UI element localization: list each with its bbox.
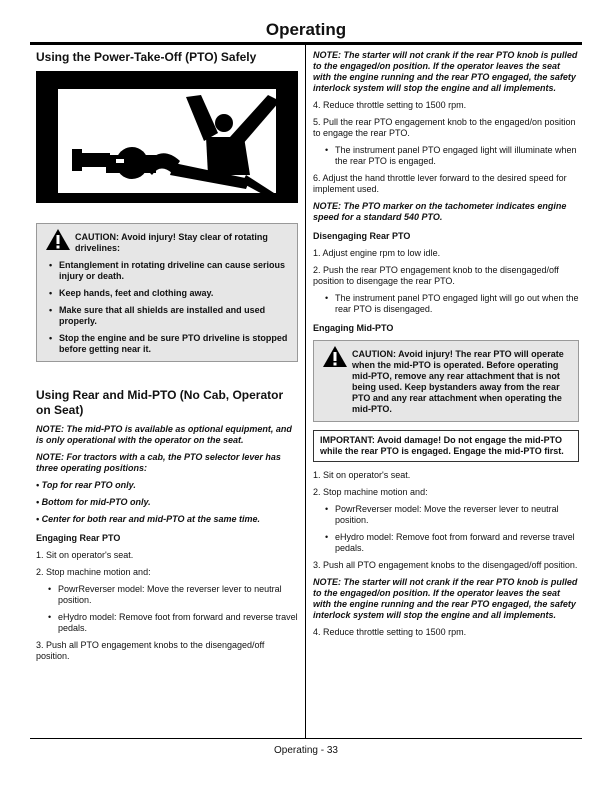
column-divider xyxy=(305,45,306,738)
position-center: • Center for both rear and mid-PTO at the same time. xyxy=(36,514,261,524)
mid-step-2-bullet: • PowrReverser model: Move the reverser lever to neutral position. xyxy=(313,504,579,526)
entanglement-icon xyxy=(36,71,298,203)
section-title-rear-mid-pto: Using Rear and Mid-PTO (No Cab, Operator on Seat) xyxy=(36,388,284,417)
position-bottom: • Bottom for mid-PTO only. xyxy=(36,497,151,507)
disengage-step-1: 1. Adjust engine rpm to low idle. xyxy=(313,248,441,258)
step-6: 6. Adjust the hand throttle lever forward to the desired speed for implement used. xyxy=(313,173,567,194)
footer-rule xyxy=(30,738,582,739)
caution-text: CAUTION: Avoid injury! The rear PTO will operate when the mid-PTO is operated. Before operating mid-PTO, remove any rear attachment that is not being used. Keep bystanders away from the rear PTO and any rear attachment when operating the mid-PTO. xyxy=(352,349,564,414)
caution-box-mid-pto xyxy=(313,340,579,422)
disengage-step-2: 2. Push the rear PTO engagement knob to the disengaged/off position to disengage the rear PTO. xyxy=(313,265,559,286)
caution-box-drivelines xyxy=(36,223,298,362)
mid-step-4: 4. Reduce throttle setting to 1500 rpm. xyxy=(313,627,467,637)
caution-heading xyxy=(45,232,289,254)
note-starter-2: NOTE: The starter will not crank if the rear PTO knob is pulled to the engaged/on position. If the operator leaves the seat with the engine running and the rear PTO engaged, the safety interlock system will stop the engine and all implements. xyxy=(313,577,578,620)
left-column xyxy=(36,50,298,668)
subheading-engaging-mid: Engaging Mid-PTO xyxy=(313,323,394,333)
step-2-bullet: • eHydro model: Remove foot from forward and reverse travel pedals. xyxy=(36,612,298,634)
disengage-step-2-bullet: • The instrument panel PTO engaged light will go out when the rear PTO is disengaged. xyxy=(313,293,579,315)
page-title: Operating xyxy=(265,20,347,39)
mid-step-1: 1. Sit on operator's seat. xyxy=(313,470,411,480)
step-5-bullet: • The instrument panel PTO engaged light will illuminate when the rear PTO is engaged. xyxy=(313,145,579,167)
step-4: 4. Reduce throttle setting to 1500 rpm. xyxy=(313,100,467,110)
caution-text: CAUTION: Avoid injury! Stay clear of rotating drivelines: xyxy=(75,232,268,253)
note-pto-marker: NOTE: The PTO marker on the tachometer indicates engine speed for a standard 540 PTO. xyxy=(313,201,567,222)
step-1: 1. Sit on operator's seat. xyxy=(36,550,134,560)
step-5: 5. Pull the rear PTO engagement knob to the engaged/on position to engage the rear PTO. xyxy=(313,117,576,138)
pto-entanglement-illustration xyxy=(36,71,298,203)
caution-bullet: • Entanglement in rotating driveline can cause serious injury or death. xyxy=(45,260,289,282)
warning-triangle-icon xyxy=(45,228,71,251)
mid-step-2-bullet: • eHydro model: Remove foot from forward and reverse travel pedals. xyxy=(313,532,579,554)
header-rule xyxy=(30,42,582,45)
important-box: IMPORTANT: Avoid damage! Do not engage the mid-PTO while the rear PTO is engaged. Engage the mid-PTO first. xyxy=(313,430,579,462)
caution-bullet: • Keep hands, feet and clothing away. xyxy=(45,288,289,299)
mid-step-2: 2. Stop machine motion and: xyxy=(313,487,428,497)
step-2: 2. Stop machine motion and: xyxy=(36,567,151,577)
note-mid-pto: NOTE: The mid-PTO is available as optional equipment, and is only operational with the operator on the seat. xyxy=(36,424,292,445)
section-title-pto-safely: Using the Power-Take-Off (PTO) Safely xyxy=(36,50,257,64)
page-footer: Operating - 33 xyxy=(274,745,338,756)
step-3: 3. Push all PTO engagement knobs to the disengaged/off position. xyxy=(36,640,265,661)
warning-triangle-icon xyxy=(322,345,348,368)
right-column xyxy=(313,50,579,644)
subheading-engaging-rear: Engaging Rear PTO xyxy=(36,533,121,543)
caution-heading xyxy=(322,349,570,415)
caution-bullet: • Stop the engine and be sure PTO driveline is stopped before getting near it. xyxy=(45,333,289,355)
caution-bullet: • Make sure that all shields are installed and used properly. xyxy=(45,305,289,327)
subheading-disengaging-rear: Disengaging Rear PTO xyxy=(313,231,411,241)
mid-step-3: 3. Push all PTO engagement knobs to the disengaged/off position. xyxy=(313,560,578,570)
note-starter: NOTE: The starter will not crank if the rear PTO knob is pulled to the engaged/on position. If the operator leaves the seat with the engine running and the rear PTO engaged, the safety interlock system will stop the engine and all implements. xyxy=(313,50,578,93)
position-top: • Top for rear PTO only. xyxy=(36,480,136,490)
note-cab-selector: NOTE: For tractors with a cab, the PTO selector lever has three operating positions: xyxy=(36,452,281,473)
step-2-bullet: • PowrReverser model: Move the reverser lever to neutral position. xyxy=(36,584,298,606)
